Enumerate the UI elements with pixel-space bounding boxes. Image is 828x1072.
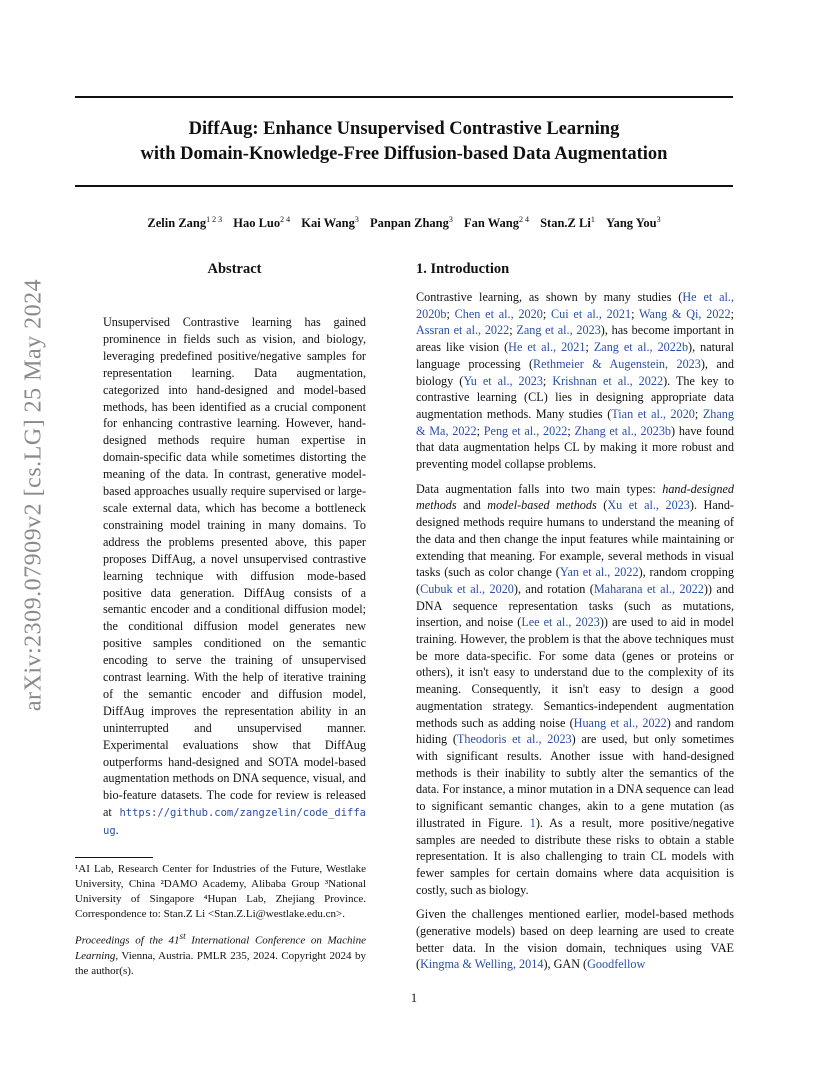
body-text: ), and rotation (: [513, 581, 594, 596]
citation-link[interactable]: Cubuk et al., 2020: [420, 581, 514, 596]
citation-link[interactable]: Theodoris et al., 2023: [456, 732, 572, 747]
intro-paragraph: [416, 481, 734, 899]
body-text: )) are used to aid in model training. However, the problem is that the above techniques must be more data-specific. For some data (genes or proteins or others), it isn't easy to understand due to the complexity of its meaning. Consequently, it isn't easy to design a good augmentation strategy. Semantics-independent augmentation methods such as adding noise (: [416, 615, 734, 730]
author: Stan.Z Li$^1$: [540, 215, 595, 231]
citation-link[interactable]: Goodfellow: [587, 957, 646, 972]
body-text: ;: [509, 323, 517, 338]
abstract-body: Unsupervised Contrastive learning has gained prominence in fields such as vision, and biology, leveraging predefined positive/negative samples for representation learning. Data augmentation, categorized into hand-designed and model-based methods, has been identified as a crucial component for enhancing contrastive learning. However, hand-designed methods require human expertise in domain-specific data while sometimes distorting the meaning of the data. In contrast, generative model-based approaches usually require supervised or large-scale external data, which has become a bottleneck constraining model training in many domains. To address the problems presented above, this paper proposes DiffAug, a novel unsupervised contrastive learning technique with diffusion mode-based positive data generation. DiffAug consists of a semantic encoder and a conditional diffusion model; the conditional diffusion model generates new positive samples conditioned on the semantic encoding to serve the training of unsupervised contrast learning. With the help of iterative training of the semantic encoder and diffusion model, DiffAug improves the representation ability in an uninterrupted and unsupervised manner. Experimental evaluations show that DiffAug outperforms hand-designed and SOTA model-based augmentation methods on DNA sequence, visual, and bio-feature datasets. The code for review is released at https://github.com/zangzelin/code_diffaug.: [103, 315, 366, 838]
body-text: ;: [476, 423, 484, 438]
citation-link[interactable]: Tian et al., 2020: [611, 406, 695, 421]
body-text: ), GAN (: [543, 957, 588, 972]
body-text: ). The key to contrastive learning (CL) lies in designing appropriate data augmentation methods. Many studies (: [416, 373, 734, 421]
body-text: ;: [730, 306, 735, 321]
citation-link[interactable]: Krishnan et al., 2022: [552, 373, 664, 388]
body-text: (: [596, 498, 608, 513]
arxiv-sidebar-stamp: [14, 280, 54, 710]
introduction-body: [416, 289, 734, 981]
intro-paragraph: [416, 906, 734, 973]
author-affiliation: 2 4: [280, 215, 291, 224]
citation-link[interactable]: Zang et al., 2022b: [593, 340, 689, 355]
paper-title: [75, 117, 733, 167]
body-text: ) are used, but only sometimes with significant results. Another issue with hand-designed methods is their inability to subtly alter the semantics of the data. For instance, a minor mutation in a DNA sequence can lead to significant semantic changes, akin to a gene mutation (as illustrated in Figure.: [416, 732, 734, 830]
citation-link[interactable]: Wang & Qi, 2022: [639, 306, 731, 321]
footnote-rule: [75, 857, 153, 858]
body-text: ), has become important in areas like vision (: [416, 323, 734, 355]
author: Panpan Zhang$^3$: [370, 215, 453, 231]
body-text: ;: [694, 406, 703, 421]
body-text: Given the challenges mentioned earlier, model-based methods (generative models) based on deep learning are used to create better data. In the vision domain, techniques using VAE (: [416, 907, 734, 972]
title-line-1: DiffAug: Enhance Unsupervised Contrastive Learning: [188, 119, 620, 139]
author-list: [75, 215, 733, 231]
body-text: ). As a result, more positive/negative samples are needed to distribute these risks to obtain a stable representation. It is also challenging to train CL models with fewer samples for certain domains where data acquisition is costly, such as biology.: [416, 815, 734, 897]
citation-link[interactable]: Huang et al., 2022: [573, 715, 667, 730]
citation-link[interactable]: Peng et al., 2022: [483, 423, 568, 438]
citation-link[interactable]: Lee et al., 2023: [521, 615, 600, 630]
body-text: and: [456, 498, 488, 513]
citation-link[interactable]: Maharana et al., 2022: [593, 581, 704, 596]
affiliation-footnote: ¹AI Lab, Research Center for Industries of the Future, Westlake University, China ²DAMO Academy, Alibaba Group ³National University of Singapore ⁴Hupan Lab, Zhejiang Province. Correspondence to: Stan.Z Li <Stan.Z.Li@westlake.edu.cn>.: [75, 863, 366, 920]
body-text: ), random cropping (: [416, 565, 734, 596]
citation-link[interactable]: Zhang & Ma, 2022: [416, 406, 734, 438]
author: Yang You$^3$: [605, 215, 661, 231]
body-text: )) and DNA sequence representation tasks (such as mutations, insertion, and noise (: [416, 581, 735, 630]
body-text: ;: [542, 306, 552, 321]
emphasis-text: hand-designed methods: [416, 481, 734, 513]
abstract-text: Unsupervised Contrastive learning has gained prominence in fields such as vision, and biology, leveraging predefined positive/negative samples for representation learning. Data augmentation, categorized into hand-designed and model-based methods, has been identified as a crucial component for enhancing contrastive learning. However, hand-designed methods require human expertise in domain-specific data while sometimes distorting the meaning of the data. In contrast, generative model-based approaches usually require supervised or large-scale external data, which has become a bottleneck constraining model training in many domains. To address the problems presented above, this paper proposes DiffAug, a novel unsupervised contrastive learning technique with diffusion mode-based positive data generation. DiffAug consists of a semantic encoder and a conditional diffusion model; the conditional diffusion model generates new positive samples conditioned on the semantic encoding to serve the training of unsupervised contrast learning. With the help of iterative training of the semantic encoder and diffusion model, DiffAug improves the representation ability in an uninterrupted and unsupervised manner. Experimental evaluations show that DiffAug outperforms hand-designed and SOTA model-based augmentation methods on DNA sequence, visual, and bio-feature datasets. The code for review is released at: [103, 315, 366, 820]
body-text: Data augmentation falls into two main types:: [416, 481, 663, 496]
emphasis-text: model-based methods: [487, 498, 597, 513]
body-text: ) have found that data augmentation helps CL by making it more robust and preventing model collapse problems.: [416, 423, 735, 472]
author: Kai Wang$^3$: [301, 215, 359, 231]
body-text: ), and biology (: [416, 356, 734, 388]
introduction-heading: 1. Introduction: [416, 261, 510, 277]
author-affiliation: 1 2 3: [206, 215, 223, 224]
body-text: ;: [542, 373, 553, 388]
body-text: ), natural language processing (: [416, 340, 734, 371]
citation-link[interactable]: Rethmeier & Augenstein, 2023: [533, 356, 701, 371]
citation-link[interactable]: Yu et al., 2023: [463, 373, 543, 388]
citation-link[interactable]: Zang et al., 2023: [516, 323, 601, 338]
page-number: 1: [410, 991, 418, 1005]
citation-link[interactable]: 1: [529, 815, 536, 830]
body-text: ;: [567, 423, 575, 438]
author: Zelin Zang$^{1 2 3}$: [147, 215, 223, 231]
top-rule: [75, 96, 733, 98]
author: Fan Wang$^{2 4}$: [463, 215, 529, 231]
abstract-heading: Abstract: [207, 261, 262, 277]
citation-link[interactable]: Zhang et al., 2023b: [574, 423, 672, 438]
citation-link[interactable]: Kingma & Welling, 2014: [420, 957, 544, 972]
author-affiliation: 1: [590, 215, 595, 224]
code-link[interactable]: https://github.com/zangzelin/code_diffaug: [103, 807, 366, 838]
body-text: ;: [446, 306, 455, 321]
citation-link[interactable]: Xu et al., 2023: [607, 498, 690, 513]
proceedings-note: Proceedings of the 41st International Conference on Machine Learning, Vienna, Austria. PMLR 235, 2024. Copyright 2024 by the author(s).: [75, 931, 366, 977]
author: Hao Luo$^{2 4}$: [233, 215, 291, 231]
title-line-2: with Domain-Knowledge-Free Diffusion-based Data Augmentation: [140, 144, 668, 164]
body-text: ) and random hiding (: [416, 715, 734, 747]
body-text: ). Hand-designed methods require humans to understand the meaning of the data and then change the input features while maintaining or extending that meaning. For example, several methods in visual tasks (such as color change (: [416, 498, 734, 580]
citation-link[interactable]: Cui et al., 2021: [551, 306, 632, 321]
author-affiliation: 3: [448, 215, 453, 224]
body-text: Contrastive learning, as shown by many studies (: [416, 290, 683, 304]
arxiv-id-text: arXiv:2309.07909v2 [cs.LG] 25 May 2024: [20, 278, 47, 712]
author-affiliation: 3: [354, 215, 359, 224]
citation-link[interactable]: Assran et al., 2022: [416, 323, 510, 338]
body-text: ;: [631, 306, 640, 321]
citation-link[interactable]: He et al., 2021: [508, 340, 586, 355]
author-affiliation: 3: [656, 215, 661, 224]
citation-link[interactable]: He et al., 2020b: [416, 290, 734, 321]
intro-paragraph: [416, 289, 734, 473]
author-affiliation: 2 4: [518, 215, 529, 224]
body-text: ;: [585, 340, 594, 355]
citation-link[interactable]: Chen et al., 2020: [454, 306, 543, 321]
citation-link[interactable]: Yan et al., 2022: [559, 565, 639, 580]
title-bottom-rule: [75, 185, 733, 187]
